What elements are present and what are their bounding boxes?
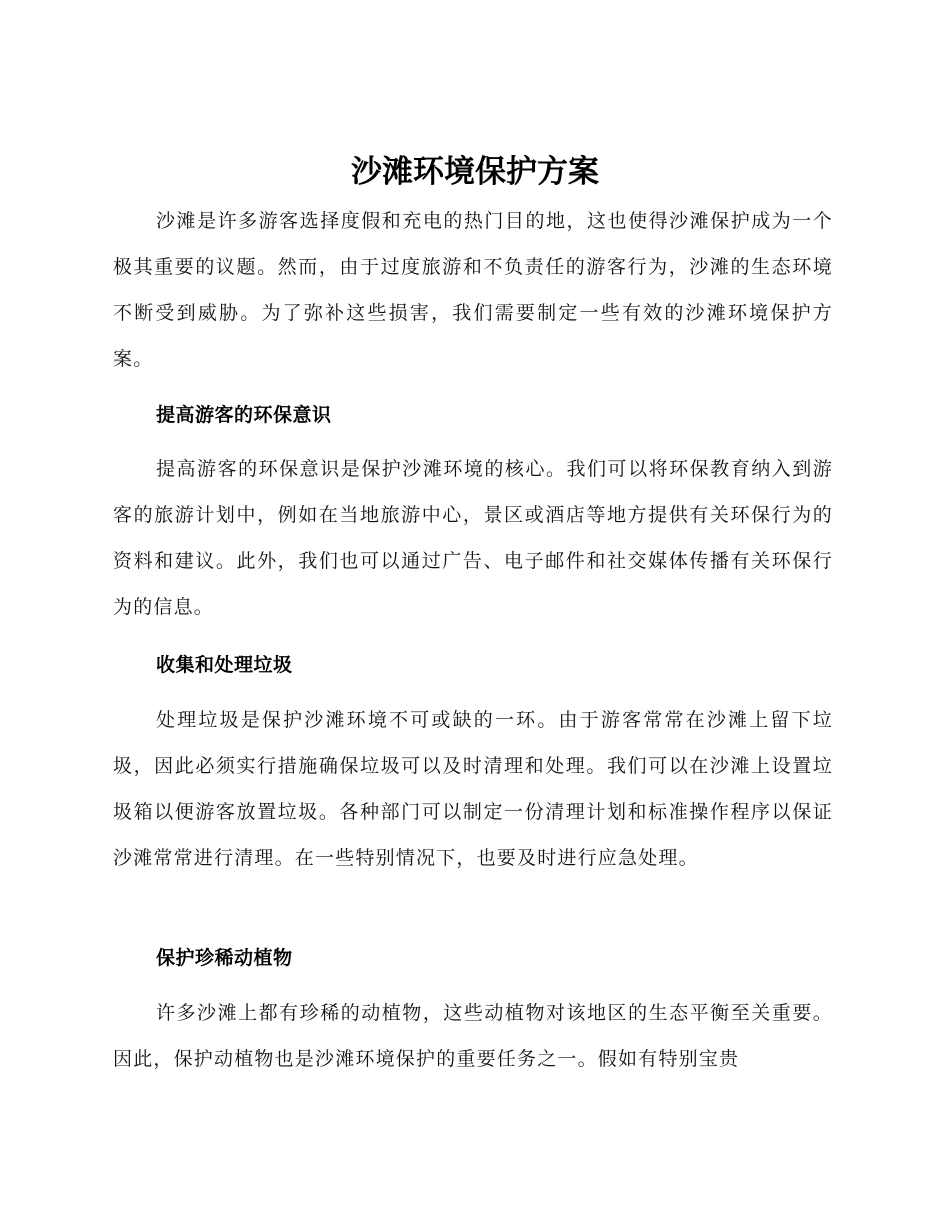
section-heading-awareness: 提高游客的环保意识: [156, 404, 332, 426]
section-body-awareness: 提高游客的环保意识是保护沙滩环境的核心。我们可以将环保教育纳入到游客的旅游计划中，例如在当地旅游中心，景区或酒店等地方提供有关环保行为的资料和建议。此外，我们也可以通过广告、电子邮件和社交媒体传播有关环保行为的信息。: [113, 458, 833, 618]
document-title: 沙滩环境保护方案: [351, 154, 599, 190]
intro-paragraph: 沙滩是许多游客选择度假和充电的热门目的地，这也使得沙滩保护成为一个极其重要的议题。然而，由于过度旅游和不负责任的游客行为，沙滩的生态环境不断受到威胁。为了弥补这些损害，我们需要制定一些有效的沙滩环境保护方案。: [113, 210, 833, 370]
section-body-wildlife: 许多沙滩上都有珍稀的动植物，这些动植物对该地区的生态平衡至关重要。因此，保护动植物也是沙滩环境保护的重要任务之一。假如有特别宝贵: [113, 1002, 833, 1070]
section-heading-wildlife: 保护珍稀动植物: [156, 947, 293, 969]
section-body-garbage: 处理垃圾是保护沙滩环境不可或缺的一环。由于游客常常在沙滩上留下垃圾，因此必须实行措施确保垃圾可以及时清理和处理。我们可以在沙滩上设置垃圾箱以便游客放置垃圾。各种部门可以制定一份清理计划和标准操作程序以保证沙滩常常进行清理。在一些特别情况下，也要及时进行应急处理。: [113, 709, 833, 869]
section-heading-garbage: 收集和处理垃圾: [156, 654, 293, 676]
